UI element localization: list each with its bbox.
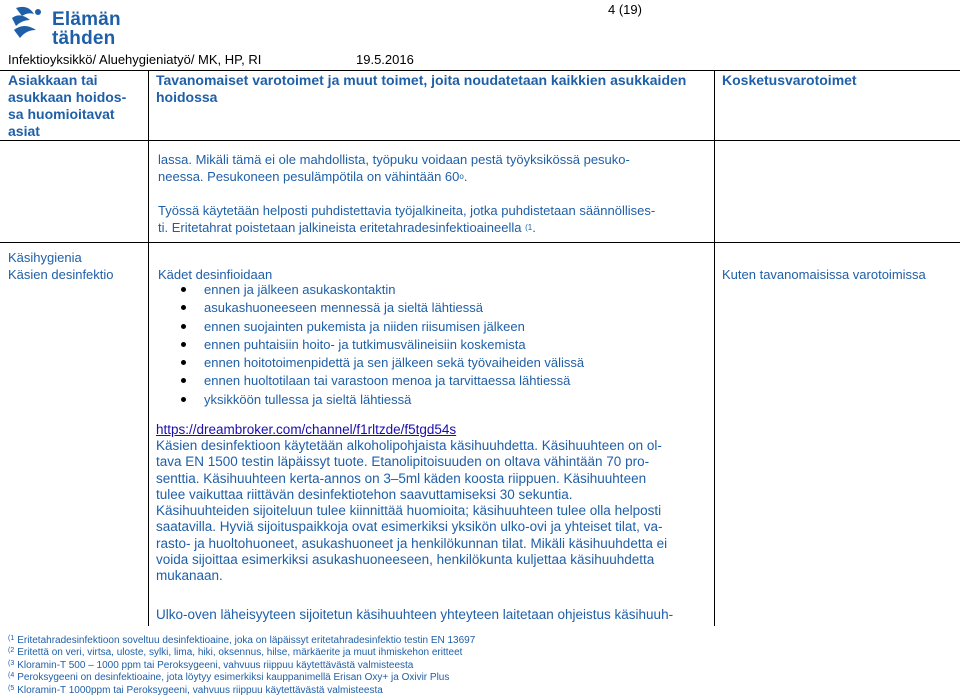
footnotes [8,635,475,697]
doc-meta [8,52,414,67]
footnote-text: Eritettä on veri, virtsa, uloste, sylki, lima, hiki, oksennus, hilse, märkäerite ja muut ihmiskehon eritteet [17,647,463,659]
footnote-mark: (3 [8,659,15,667]
list-item: ennen hoitotoimenpidettä ja sen jälkeen sekä työvaiheiden välissä [158,354,584,372]
paragraph-line: voida sijoittaa esimerkiksi asukashuoneeseen, henkilökunta kuljettaa käsihuuhdetta [156,552,655,568]
logo [8,4,158,49]
col-divider-2 [714,70,715,626]
col1-header-line: Asiakkaan tai [8,72,98,88]
header-bottom-border [0,140,960,141]
col1-header-line: asukkaan hoidos- [8,89,127,105]
col2-header-line: Tavanomaiset varotoimet ja muut toimet, joita noudatetaan kaikkien asukkaiden [156,72,687,88]
row2-col1 [8,249,114,283]
list-item: ennen huoltotilaan tai varastoon menoa ja tarvittaessa lähtiessä [158,372,584,390]
row1-line-end: . [463,169,468,184]
last-line: Ulko-oven läheisyyteen sijoitetun käsihuuhteen yhteyteen laitetaan ohjeistus käsihuuh- [156,607,674,622]
footnote-mark: (1 [8,635,15,642]
logo-line1: Elämän [52,9,121,30]
col2-header-line: hoidossa [156,89,218,105]
paragraph-line: senttia. Käsihuuhteen kerta-annos on 3–5ml käden koosta riippuen. Käsihuuhteen [156,470,647,486]
disinfection-bullet-list [158,281,584,409]
footnote-mark: (5 [8,684,15,692]
list-item: ennen ja jälkeen asukaskontaktin [158,281,584,299]
row1-line-end: . [532,220,536,235]
footnote-ref: (1 [525,223,533,232]
col-divider-1 [148,70,149,626]
row1-line-text: neessa. Pesukoneen pesulämpötila on vähintään 60 [158,169,460,184]
paragraph-line: tulee vaikuttaa riittävän desinfektiotehon saavuttamiseksi 30 sekuntia. [156,486,573,502]
doc-title: Infektioyksikkö/ Aluehygieniatyö/ MK, HP, RI [8,52,262,67]
footnote [8,685,475,697]
hand-disinfection-subtitle: Käsien desinfektio [8,267,114,282]
doc-date: 19.5.2016 [356,52,414,67]
list-item: asukashuoneeseen mennessä ja sieltä lähtiessä [158,299,584,317]
col1-header-line: asiat [8,123,40,139]
paragraph-line: rasto- ja huoltohuoneet, asukashuoneet ja henkilökunnan tilat. Mikäli käsihuuhdetta ei [156,535,668,551]
col1-header [8,72,126,140]
row1-line: Työssä käytetään helposti puhdistettavia työjalkineita, jotka puhdistetaan säännöllises- [158,203,656,218]
video-link-wrap [156,421,456,438]
col3-header: Kosketusvarotoimet [722,72,857,88]
footnote [8,647,475,659]
footnote-text: Kloramin-T 500 – 1000 ppm tai Peroksygeeni, vahvuus riippuu käytettävästä valmisteesta [17,659,414,671]
paragraph-line: Käsien desinfektioon käytetään alkoholipohjaista käsihuuhdetta. Käsihuuhteen on ol- [156,438,662,453]
degree-sup: o [459,172,464,181]
footnote-text: Peroksygeeni on desinfektioaine, jota löytyy esimerkiksi kauppanimellä Erisan Oxy+ ja Oxivir Plus [17,672,450,684]
footnote-text: Eritetahradesinfektioon soveltuu desinfektioaine, joka on läpäissyt eritetahradesinfektio testin EN 13697 [17,635,476,646]
list-item: ennen puhtaisiin hoito- ja tutkimusvälineisiin koskemista [158,336,584,354]
list-item: ennen suojainten pukemista ja niiden riisumisen jälkeen [158,318,584,336]
row1-line: lassa. Mikäli tämä ei ole mahdollista, työpuku voidaan pestä työyksikössä pesuko- [158,152,630,167]
row1-line [158,219,655,236]
paragraph-line: Käsihuuhteiden sijoiteluun tulee kiinnittää huomioita; käsihuuhteen tulee olla helposti [156,503,662,519]
col1-header-line: sa huomioitavat [8,106,115,122]
paragraph-line: tava EN 1500 testin läpäissyt tuote. Etanolipitoisuuden on oltava vähintään 70 pro- [156,454,650,470]
row-divider [0,242,960,243]
table-top-border [0,70,960,71]
footnote-mark: (4 [8,672,15,680]
paragraph-line: mukanaan. [156,568,223,584]
page-number: 4 (19) [608,2,642,17]
row2-intro: Kädet desinfioidaan [158,267,273,282]
logo-emblem-icon [8,4,48,46]
row1-text [158,151,655,236]
hand-rub-paragraph [156,438,667,585]
footnote [8,660,475,672]
footnote-text: Kloramin-T 1000ppm tai Peroksygeeni, vahvuus riippuu käytettävästä valmisteesta [17,684,383,696]
hand-hygiene-title: Käsihygienia [8,250,82,265]
col2-header [156,72,686,106]
paragraph-line: saatavilla. Hyviä sijoituspaikkoja ovat esimerkiksi yksikön ulko-ovi ja yhteiset tilat, va- [156,519,663,535]
row1-spacer [158,185,655,202]
footnote-mark: (2 [8,647,15,655]
logo-wordmark [52,10,121,48]
video-link[interactable]: https://dreambroker.com/channel/f1rltzde/f5tgd54s [156,422,457,437]
row2-col3: Kuten tavanomaisissa varotoimissa [722,267,926,282]
footnote [8,635,475,647]
footnote [8,672,475,684]
row1-line [158,168,655,185]
logo-line2: tähden [52,28,116,49]
list-item: yksikköön tullessa ja sieltä lähtiessä [158,391,584,409]
row1-line-text: ti. Eritetahrat poistetaan jalkineista eritetahradesinfektioaineella [158,220,522,235]
